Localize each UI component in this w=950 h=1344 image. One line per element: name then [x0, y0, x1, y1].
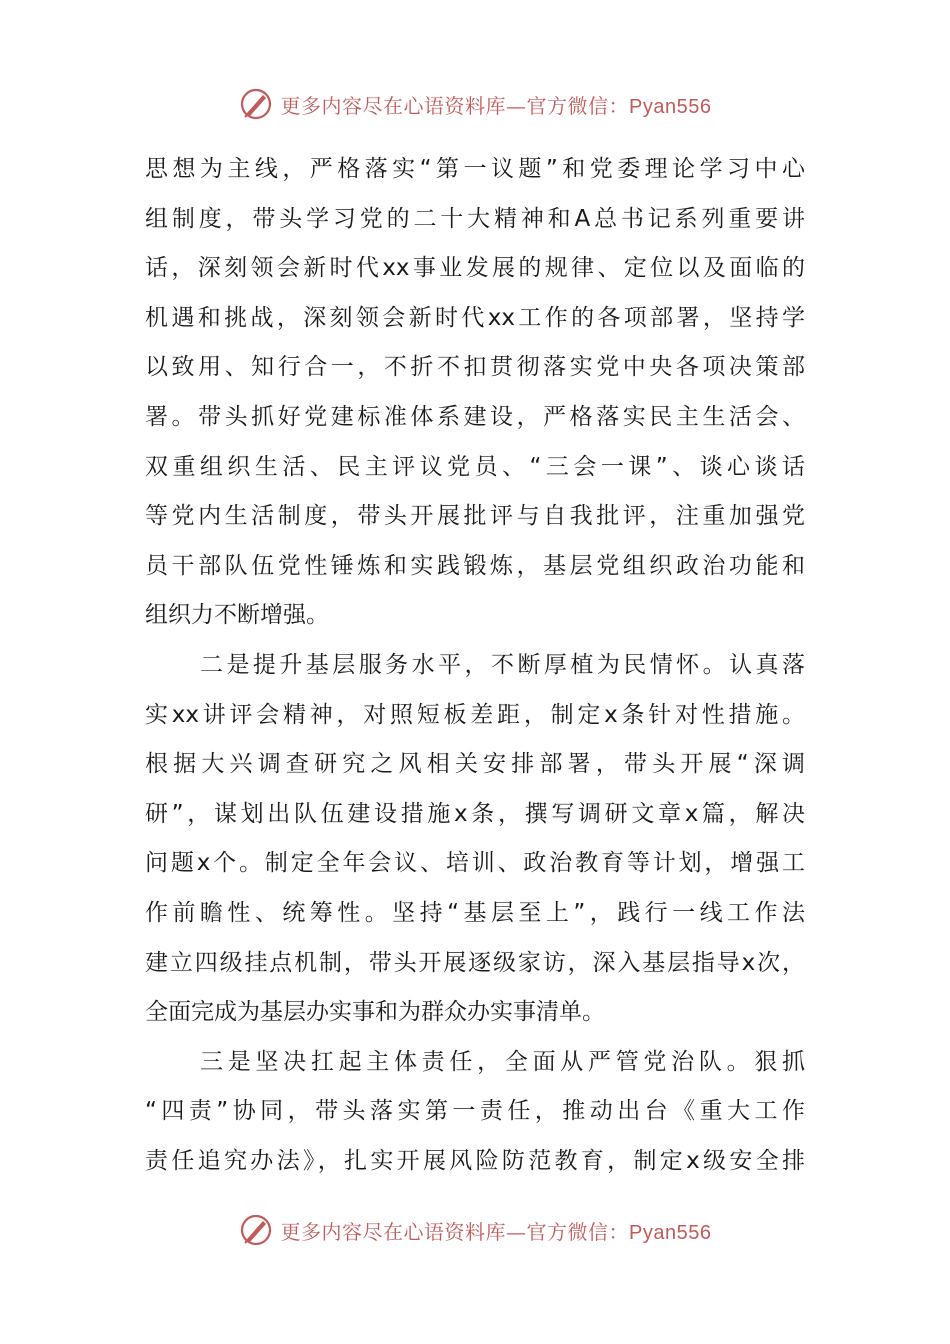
text-line: 组制度，带头学习党的二十大精神和A总书记系列重要讲	[145, 205, 805, 232]
watermark-text: 更多内容尽在心语资料库—官方微信：Pyan556	[280, 93, 712, 118]
wechat-id: Pyan556	[629, 1221, 712, 1244]
text-line: 问题x个。制定全年会议、培训、政治教育等计划，增强工	[145, 850, 805, 877]
document-body	[145, 145, 805, 1185]
text-line: “四责”协同，带头落实第一责任，推动出台《重大工作	[145, 1098, 805, 1125]
text-line: 以致用、知行合一，不折不扣贯彻落实党中央各项决策部	[145, 354, 805, 381]
text-line: 等党内生活制度，带头开展批评与自我批评，注重加强党	[145, 503, 805, 530]
paragraph-start-line: 二是提升基层服务水平，不断厚植为民情怀。认真落	[200, 651, 805, 678]
text-line: 全面完成为基层办实事和为群众办实事清单。	[145, 999, 605, 1026]
text-line: 思想为主线，严格落实“第一议题”和党委理论学习中心	[145, 156, 805, 182]
paragraph-start-line: 三是坚决扛起主体责任，全面从严管党治队。狠抓	[200, 1048, 805, 1075]
watermark-text: 更多内容尽在心语资料库—官方微信：Pyan556	[280, 1219, 712, 1244]
pen-circle-logo-icon	[239, 87, 273, 121]
text-line: 建立四级挂点机制，带头开展逐级家访，深入基层指导x次，	[145, 949, 805, 976]
watermark-banner-top	[0, 84, 950, 124]
wechat-id: Pyan556	[629, 95, 712, 118]
watermark-banner-bottom	[0, 1210, 950, 1250]
text-line: 员干部队伍党性锤炼和实践锻炼，基层党组织政治功能和	[145, 552, 805, 579]
text-line: 作前瞻性、统筹性。坚持“基层至上”，践行一线工作法	[145, 899, 805, 926]
pen-circle-logo-icon	[239, 1213, 273, 1247]
text-line: 双重组织生活、民主评议党员、“三会一课”、谈心谈话	[145, 453, 805, 480]
text-line: 责任追究办法》，扎实开展风险防范教育，制定x级安全排	[145, 1147, 805, 1174]
text-line: 研”，谋划出队伍建设措施x条，撰写调研文章x篇，解决	[145, 800, 805, 827]
text-line: 实xx讲评会精神，对照短板差距，制定x条针对性措施。	[145, 701, 805, 728]
text-line: 组织力不断增强。	[145, 602, 329, 629]
text-line: 署。带头抓好党建标准体系建设，严格落实民主生活会、	[145, 403, 805, 430]
text-line: 机遇和挑战，深刻领会新时代xx工作的各项部署，坚持学	[145, 304, 805, 331]
text-line: 话，深刻领会新时代xx事业发展的规律、定位以及面临的	[145, 255, 805, 282]
text-line: 根据大兴调查研究之风相关安排部署，带头开展“深调	[145, 751, 805, 778]
